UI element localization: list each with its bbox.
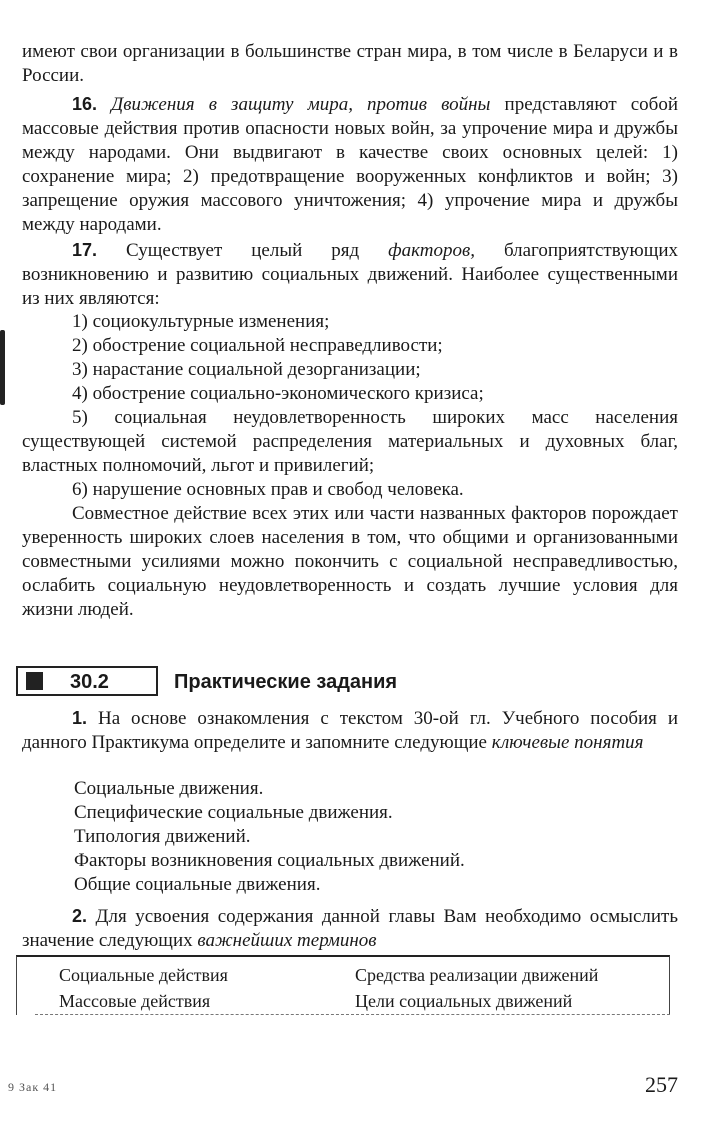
scan-margin-mark <box>0 330 5 405</box>
item-17-number: 17. <box>72 240 98 260</box>
concept-item: Типология движений. <box>74 826 251 847</box>
conclusion-paragraph: Совместное действие всех этих или части названных факторов порождает уверенность широких слоев населения в том, что общими и организованными совместными усилиями можно покончить с социальной несправедливостью, ослабить социальную неудовлетворенность и создать лучшие условия для жизни людей. <box>22 503 678 620</box>
item-16-paragraph <box>22 92 678 237</box>
task-1-term: ключевые понятия <box>491 732 644 753</box>
section-number-box <box>16 666 158 696</box>
item-17-term: факторов, <box>388 240 475 261</box>
table-bottom-rule <box>35 1014 670 1016</box>
section-heading <box>16 666 476 700</box>
concept-item: Специфические социальные движения. <box>74 802 393 823</box>
printer-signature: 9 Зак 41 <box>8 1080 58 1094</box>
item-16-term: Движения в защиту мира, против войны <box>111 94 491 115</box>
factor-list-item: 1) социокультурные изменения; <box>72 311 330 332</box>
item-16-text: представляют собой массовые действия против опасности новых войн, за упрочение мира и дружбы между народами. Они выдвигают в качестве своих основных целей: 1) сохранение мира; 2) предотвращение вооруженных конфликтов и войн; 3) запрещение оружия массового уничтожения; 4) упрочение мира и дружбы между народами. <box>22 94 679 235</box>
concept-item: Социальные движения. <box>74 778 264 799</box>
page-number: 257 <box>645 1072 678 1097</box>
terms-table <box>16 955 670 1015</box>
section-square-icon <box>26 672 43 690</box>
task-2-text: Для усвоения содержания данной главы Вам необходимо осмыслить значение следующих <box>22 906 678 951</box>
terms-table-cell: Социальные действия <box>59 965 228 985</box>
task-2-term: важнейших терминов <box>197 930 377 951</box>
factor-list-item-5: 5) социальная неудовлетворенность широких масс населения существующей системой распределения материальных и духовных благ, властных полномочий, льгот и привилегий; <box>22 407 678 476</box>
item-17-paragraph <box>22 238 678 311</box>
task-2-paragraph <box>22 904 678 953</box>
factor-list-item: 4) обострение социально-экономического кризиса; <box>72 383 484 404</box>
terms-table-cell: Цели социальных движений <box>355 991 573 1011</box>
factor-list-item-6: 6) нарушение основных прав и свобод человека. <box>72 479 464 500</box>
factor-list-item: 3) нарастание социальной дезорганизации; <box>72 359 421 380</box>
task-2-number: 2. <box>72 906 88 926</box>
task-1-paragraph <box>22 706 678 755</box>
terms-table-cell: Средства реализации движений <box>355 965 599 985</box>
intro-paragraph: имеют свои организации в большинстве стран мира, в том числе в Беларуси и в России. <box>22 41 678 86</box>
item-16-number: 16. <box>72 94 98 114</box>
task-1-text: На основе ознакомления с текстом 30-ой гл. Учебного пособия и данного Практикума определите и запомните следующие <box>22 708 679 753</box>
concept-item: Факторы возникновения социальных движений. <box>74 850 465 871</box>
concept-item: Общие социальные движения. <box>74 874 321 895</box>
item-17-text-after: благоприятствующих возникновению и развитию социальных движений. Наиболее существенными из них являются: <box>22 240 679 309</box>
terms-table-cell: Массовые действия <box>59 991 211 1011</box>
factor-list-item: 2) обострение социальной несправедливости; <box>72 335 443 356</box>
item-17-text-before: Существует целый ряд <box>126 240 360 261</box>
section-number: 30.2 <box>70 671 109 693</box>
task-1-number: 1. <box>72 708 88 728</box>
section-title: Практические задания <box>174 671 398 693</box>
